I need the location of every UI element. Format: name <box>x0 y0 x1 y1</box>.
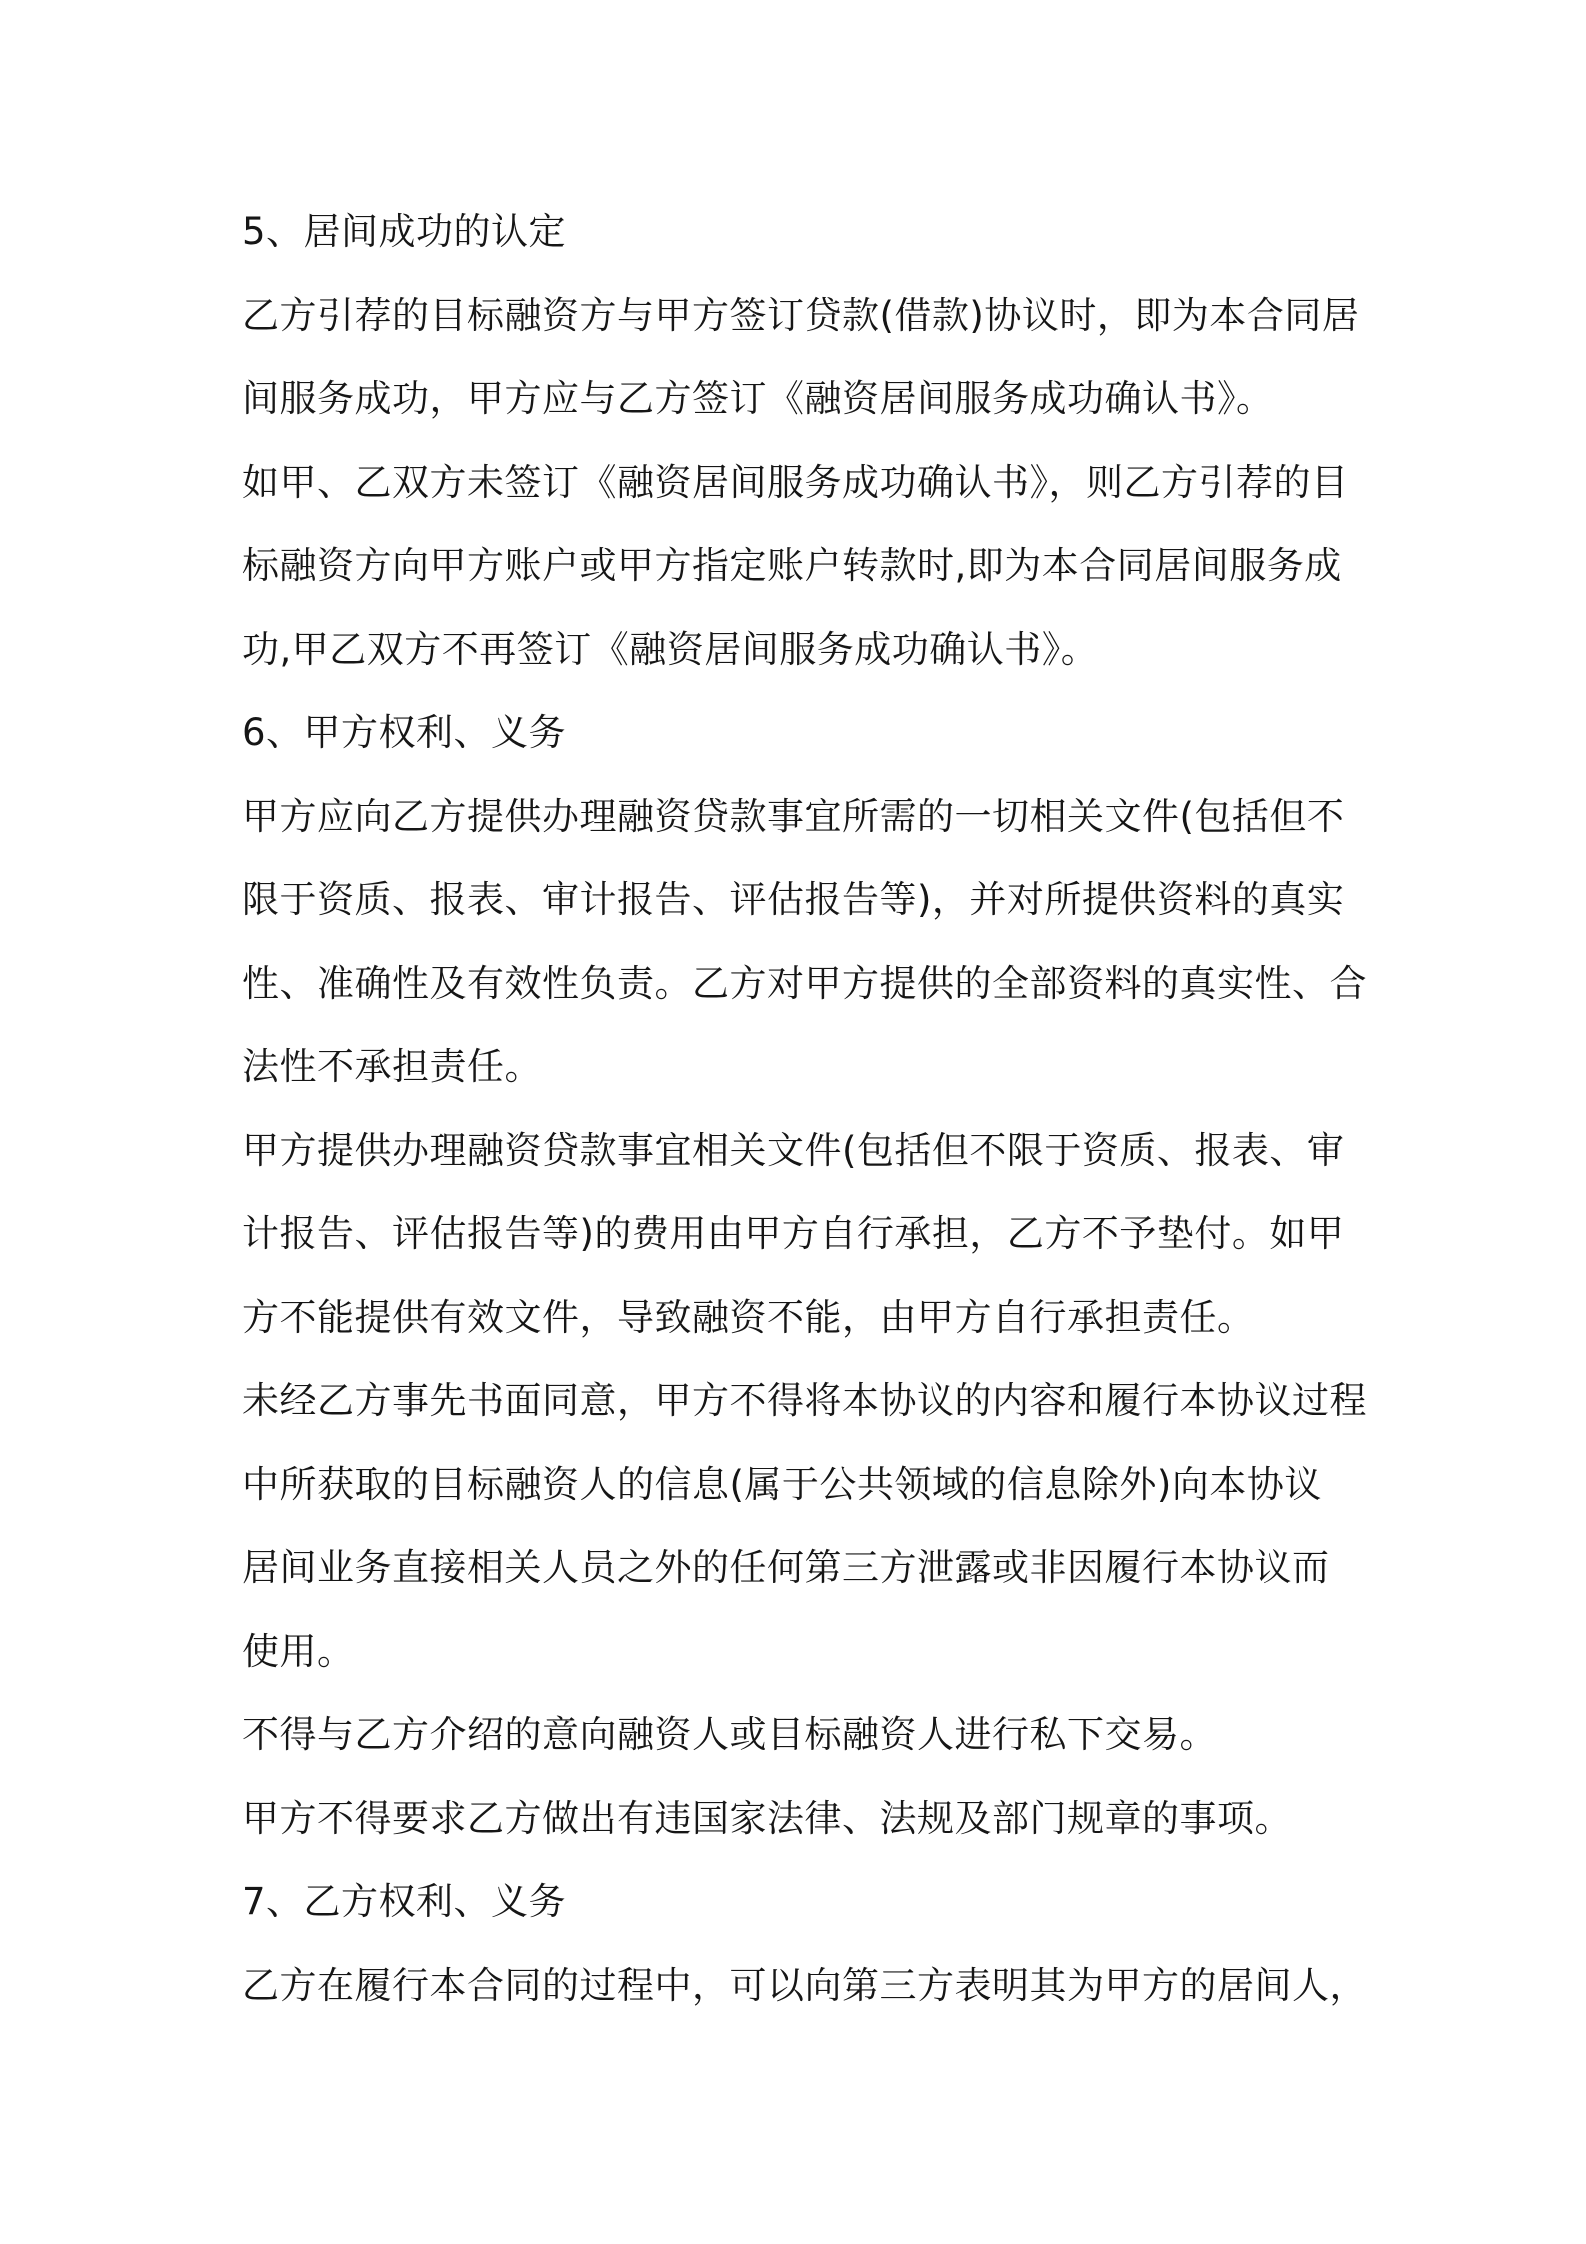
document-body <box>242 190 1367 2027</box>
text-line: 方不能提供有效文件，导致融资不能，由甲方自行承担责任。 <box>242 1295 1255 1339</box>
text-line: 甲方不得要求乙方做出有违国家法律、法规及部门规章的事项。 <box>242 1796 1292 1840</box>
text-line: 乙方引荐的目标融资方与甲方签订贷款(借款)协议时，即为本合同居 <box>242 293 1360 337</box>
text-line: 甲方提供办理融资贷款事宜相关文件(包括但不限于资质、报表、审 <box>242 1128 1345 1172</box>
text-line: 标融资方向甲方账户或甲方指定账户转款时,即为本合同居间服务成 <box>242 544 1342 587</box>
text-line: 甲方应向乙方提供办理融资贷款事宜所需的一切相关文件(包括但不 <box>242 794 1345 838</box>
text-line: 使用。 <box>242 1629 355 1673</box>
section-heading-6: 6、甲方权利、义务 <box>242 711 567 754</box>
text-line: 如甲、乙双方未签订《融资居间服务成功确认书》，则乙方引荐的目 <box>242 460 1349 504</box>
text-line: 乙方在履行本合同的过程中，可以向第三方表明其为甲方的居间人， <box>242 1963 1367 2007</box>
text-line: 计报告、评估报告等)的费用由甲方自行承担，乙方不予垫付。如甲 <box>242 1212 1345 1255</box>
text-line: 居间业务直接相关人员之外的任何第三方泄露或非因履行本协议而 <box>242 1546 1330 1589</box>
text-line: 限于资质、报表、审计报告、评估报告等)，并对所提供资料的真实 <box>242 878 1345 921</box>
text-line: 中所获取的目标融资人的信息(属于公共领域的信息除外)向本协议 <box>242 1462 1322 1506</box>
section-heading-7: 7、乙方权利、义务 <box>242 1880 567 1923</box>
section-heading-5: 5、居间成功的认定 <box>242 210 567 253</box>
text-line: 未经乙方事先书面同意，甲方不得将本协议的内容和履行本协议过程 <box>242 1379 1367 1422</box>
text-line: 不得与乙方介绍的意向融资人或目标融资人进行私下交易。 <box>242 1713 1217 1756</box>
text-line: 功,甲乙双方不再签订《融资居间服务成功确认书》。 <box>242 627 1099 671</box>
text-line: 间服务成功，甲方应与乙方签订《融资居间服务成功确认书》。 <box>242 377 1274 420</box>
text-line: 法性不承担责任。 <box>242 1045 542 1088</box>
text-line: 性、准确性及有效性负责。乙方对甲方提供的全部资料的真实性、合 <box>242 961 1367 1005</box>
